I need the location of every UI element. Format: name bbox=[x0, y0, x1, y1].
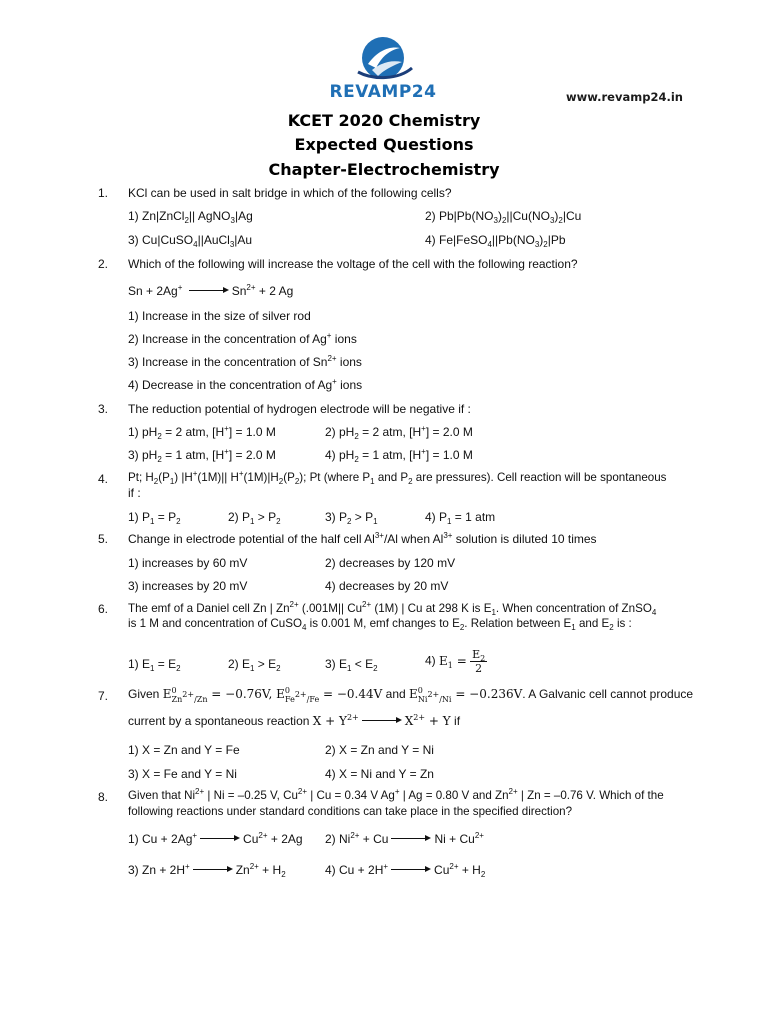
option: 3) X = Fe and Y = Ni bbox=[128, 767, 237, 781]
page-subtitle: Expected Questions bbox=[294, 135, 474, 154]
question-number: 8. bbox=[98, 790, 109, 804]
chapter-title: Chapter-Electrochemistry bbox=[268, 160, 500, 179]
question-number: 2. bbox=[98, 257, 109, 271]
option: 4) decreases by 20 mV bbox=[325, 579, 449, 593]
question-number: 6. bbox=[98, 602, 109, 616]
option: 3) Cu|CuSO$_4$||AuCl$_3$|Au bbox=[128, 233, 253, 249]
option: 2) $Ni^{2+} + Cu$ $Ni + Cu^{2+}$ bbox=[325, 831, 484, 846]
option: 4) $P_1 = 1$ atm bbox=[425, 510, 496, 526]
question-number: 5. bbox=[98, 532, 109, 546]
question-text: KCl can be used in salt bridge in which of the following cells? bbox=[128, 186, 452, 200]
arrow-icon bbox=[193, 865, 233, 873]
option: 4) $Fe|FeSO_4||Pb(NO_3)_2|Pb$ bbox=[425, 233, 566, 249]
option: 2) $pH_2 = 2$ atm, [H+] = 2.0 M bbox=[325, 424, 473, 441]
arrow-icon bbox=[189, 286, 229, 294]
option: 1) Cu + 2Ag+ $Cu^{2+} + 2Ag$ bbox=[128, 831, 303, 846]
option: 2) $P_1 > P_2$ bbox=[228, 510, 281, 526]
option: 3) Increase in the concentration of $Sn^{2+}$ ions bbox=[128, 354, 362, 369]
option: 2) Increase in the concentration of Ag+ ions bbox=[128, 331, 357, 346]
option: 4) Decrease in the concentration of Ag+ ions bbox=[128, 377, 363, 392]
arrow-icon bbox=[391, 865, 431, 873]
option: 2) decreases by 120 mV bbox=[325, 556, 456, 570]
question-text: Which of the following will increase the voltage of the cell with the following reaction? bbox=[128, 257, 578, 271]
arrow-icon bbox=[391, 834, 431, 842]
option: 1) $E_1 = E_2$ bbox=[128, 657, 181, 673]
brand-name: REVAMP24 bbox=[329, 82, 437, 102]
question-text-continued: current by a spontaneous reaction $X + Y^{2+}$ $X^{2+} + Y$ if bbox=[128, 713, 461, 728]
question-number: 4. bbox=[98, 472, 109, 486]
option: 4) $E_1$ = $\frac{E_2}{2}$ bbox=[425, 648, 486, 675]
question-number: 1. bbox=[98, 186, 109, 200]
question-text: Given $E^0_{Zn^{2+}/Zn} = -0.76V$, $E^0_{Fe^{2+}/Fe} = -0.44V$ and $E^0_{Ni^{2+}/Ni} = -0.236V$. A Galvanic cell cannot produce bbox=[128, 686, 694, 704]
option: 1) Increase in the size of silver rod bbox=[128, 309, 311, 323]
option: 1) Zn|ZnCl$_2$|| AgNO$_3$|Ag bbox=[128, 209, 253, 225]
question-text-continued: following reactions under standard conditions can take place in the specified direction? bbox=[128, 805, 573, 818]
question-number: 3. bbox=[98, 402, 109, 416]
option: 1) X = Zn and Y = Fe bbox=[128, 743, 240, 757]
option: 4) Cu + 2H+ $Cu^{2+} + H_2$ bbox=[325, 862, 486, 879]
arrow-icon bbox=[200, 834, 240, 842]
option: 2) $Pb|Pb(NO_3)_2||Cu(NO_3)_2|Cu$ bbox=[425, 209, 582, 225]
option: 1) $P_1 = P_2$ bbox=[128, 510, 181, 526]
option: 3) increases by 20 mV bbox=[128, 579, 248, 593]
question-text: Given that $Ni^{2+}$ | Ni = –0.25 V, $Cu^{2+}$ | Cu = 0.34 V Ag+ | Ag = 0.80 V and $Zn^{2+}$ | Zn = –0.76 V. Which of the bbox=[128, 787, 664, 802]
option: 2) $E_1 > E_2$ bbox=[228, 657, 281, 673]
option: 1) increases by 60 mV bbox=[128, 556, 248, 570]
option: 4) $pH_2 = 1$ atm, [H+] = 1.0 M bbox=[325, 447, 473, 464]
page-title: KCET 2020 Chemistry bbox=[287, 111, 481, 130]
arrow-icon bbox=[362, 716, 402, 724]
website-url[interactable]: www.revamp24.in bbox=[566, 90, 683, 104]
logo-emblem-icon bbox=[328, 34, 438, 84]
question-text: The reduction potential of hydrogen electrode will be negative if : bbox=[128, 402, 471, 416]
question-text: Pt; $H_2(P_1)$ |H+(1M)|| $H^+(1M)|H_2(P_2)$; Pt (where $P_1$ and $P_2$ are pressures). Cell reaction will be spontaneous bbox=[128, 469, 667, 486]
option: 3) Zn + 2H+ $Zn^{2+} + H_2$ bbox=[128, 862, 286, 879]
question-text: Change in electrode potential of the half cell $Al^{3+}/Al$ when $Al^{3+}$ solution is diluted 10 times bbox=[128, 531, 597, 546]
question-number: 7. bbox=[98, 689, 109, 703]
option: 4) X = Ni and Y = Zn bbox=[325, 767, 434, 781]
option: 2) X = Zn and Y = Ni bbox=[325, 743, 434, 757]
question-text-continued: if : bbox=[128, 486, 141, 500]
question-text-continued: is 1 M and concentration of CuSO$_4$ is 0.001 M, emf changes to $E_2$. Relation between $E_1$ and $E_2$ is : bbox=[128, 617, 632, 632]
question-text: The emf of a Daniel cell Zn | $Zn^{2+}$ (.001M|| $Cu^{2+}$ (1M) | Cu at 298 K is $E_1$. When concentration of ZnSO$_4$ bbox=[128, 600, 657, 617]
option: 1) $pH_2 = 2$ atm, [H+] = 1.0 M bbox=[128, 424, 276, 441]
option: 3) $P_2 > P_1$ bbox=[325, 510, 378, 526]
reaction-equation: Sn + 2Ag+ $Sn^{2+} + 2$ Ag bbox=[128, 283, 294, 298]
fraction: $\frac{E_2}{2}$ bbox=[472, 648, 486, 675]
option: 3) $E_1 < E_2$ bbox=[325, 657, 378, 673]
option: 3) $pH_2 = 1$ atm, [H+] = 2.0 M bbox=[128, 447, 276, 464]
